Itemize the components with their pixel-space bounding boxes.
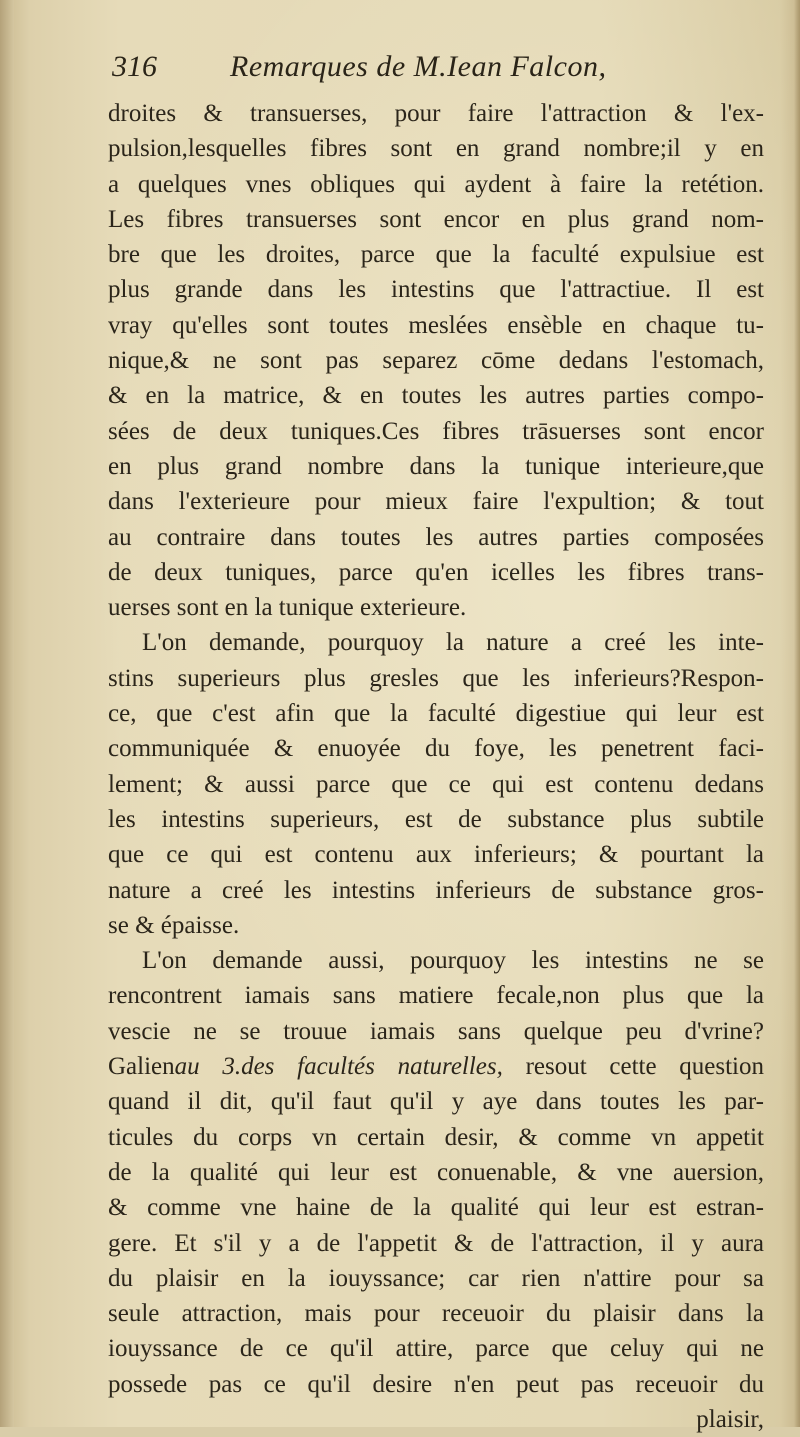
text-line: iouyssance de ce qu'il attire, parce que celuy qui ne [108,1335,764,1363]
text-line: ce, que c'est afin que la faculté digestiue qui leur est [108,700,764,728]
page-header [112,48,732,92]
text-line: stins superieurs plus gresles que les inferieurs?Respon- [108,664,764,692]
text-line: au contraire dans toutes les autres parties composées [108,523,764,551]
text-line: plus grande dans les intestins que l'attractiue. Il est [108,276,764,304]
body-text [108,96,764,1437]
text-line: a quelques vnes obliques qui aydent à faire la retétion. [108,170,764,198]
text-line: lement; & aussi parce que ce qui est contenu dedans [108,770,764,798]
text-line: du plaisir en la iouyssance; car rien n'attire pour sa [108,1264,764,1292]
text-line-with-citation [108,1049,764,1084]
text-line: vray qu'elles sont toutes meslées ensèble en chaque tu- [108,311,764,339]
text-line: rencontrent iamais sans matiere fecale,non plus que la [108,982,764,1010]
page-edge [794,0,800,1427]
text-line: les intestins superieurs, est de substance plus subtile [108,805,764,833]
text-line: seule attraction, mais pour receuoir du plaisir dans la [108,1300,764,1328]
citation-work: au 3.des facultés naturelles, [174,1053,503,1081]
text-line: nature a creé les intestins inferieurs de substance gros- [108,876,764,904]
text-line: uerses sont en la tunique exterieure. [108,594,467,622]
text-line: se & épaisse. [108,911,240,939]
text-line: possede pas ce qu'il desire n'en peut pas receuoir du [108,1370,764,1398]
text-line: ticules du corps vn certain desir, & comme vn appetit [108,1123,764,1151]
text-line: gere. Et s'il y a de l'appetit & de l'attraction, il y aura [108,1229,764,1257]
citation-author: Galien [108,1053,175,1081]
catchword: plaisir, [696,1405,764,1433]
text-fragment: resout cette question [502,1053,764,1081]
page-number: 316 [112,50,157,83]
text-line: sées de deux tuniques.Ces fibres trāsuerses sont encor [108,417,764,445]
text-line: que ce qui est contenu aux inferieurs; & pourtant la [108,841,764,869]
text-line: communiquée & enuoyée du foye, les penetrent faci- [108,735,764,763]
text-line: vescie ne se trouue iamais sans quelque peu d'vrine? [108,1017,764,1045]
text-line: quand il dit, qu'il faut qu'il y aye dans toutes les par- [108,1088,764,1116]
text-line: droites & transuerses, pour faire l'attraction & l'ex- [108,100,764,127]
text-line: bre que les droites, parce que la faculté expulsiue est [108,241,764,269]
paragraph-start: L'on demande aussi, pourquoy les intestins ne se [142,947,764,975]
text-line: de deux tuniques, parce qu'en icelles les fibres trans- [108,558,764,586]
binding-gutter [0,0,14,1427]
text-line: & comme vne haine de la qualité qui leur est estran- [108,1194,764,1222]
text-line: & en la matrice, & en toutes les autres parties compo- [108,382,764,410]
text-line: dans l'exterieure pour mieux faire l'expultion; & tout [108,488,764,516]
text-line: Les fibres transuerses sont encor en plus grand nom- [108,205,764,233]
text-line: nique,& ne sont pas separez cōme dedans l'estomach, [108,347,764,375]
running-title: Remarques de M.Iean Falcon, [230,50,607,83]
paragraph-start: L'on demande, pourquoy la nature a creé les inte- [142,629,764,657]
text-line: de la qualité qui leur est conuenable, & vne auersion, [108,1158,764,1186]
text-line: en plus grand nombre dans la tunique interieure,que [108,452,764,480]
text-line: pulsion,lesquelles fibres sont en grand nombre;il y en [108,135,764,163]
